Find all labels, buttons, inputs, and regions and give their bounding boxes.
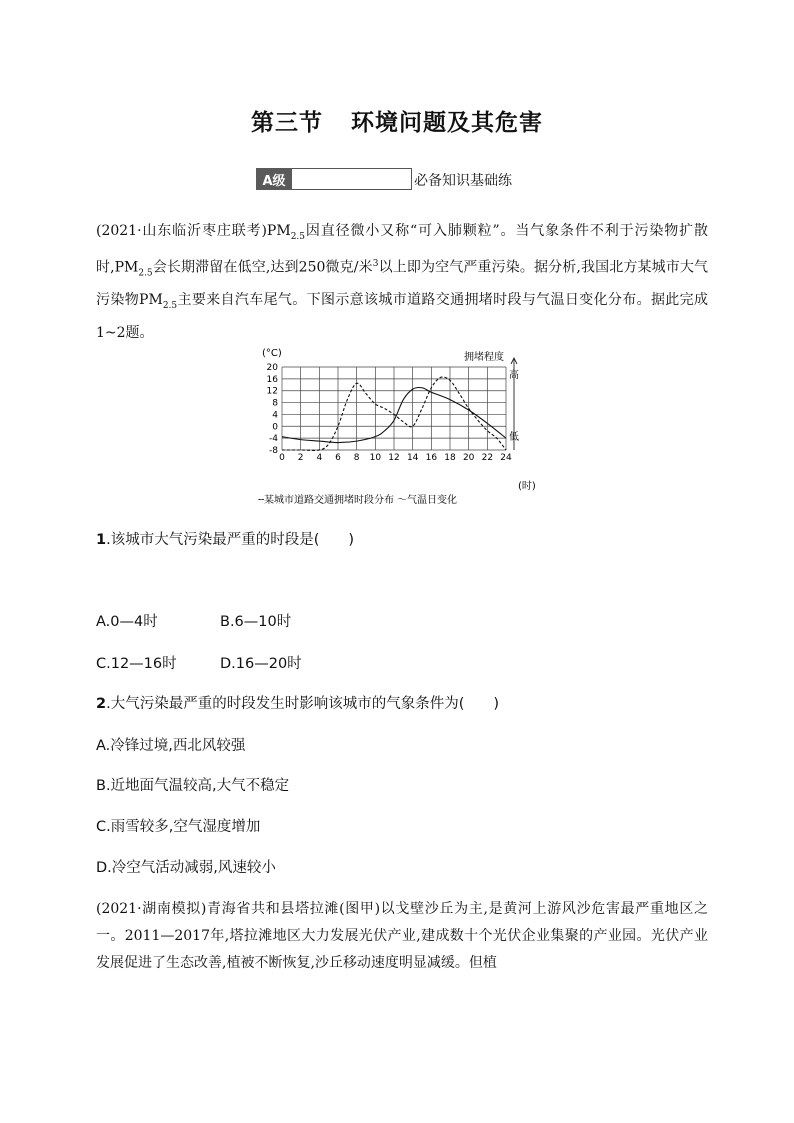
y2-low-label: 低 bbox=[509, 432, 519, 443]
y-tick-label: -8 bbox=[269, 446, 278, 456]
level-tag: A级 bbox=[256, 168, 292, 190]
question-1: 1.该城市大气污染最严重的时段是( ) bbox=[96, 532, 355, 548]
y-tick-label: 8 bbox=[272, 398, 278, 409]
x-axis-label: (时) bbox=[518, 481, 536, 492]
y2-high-label: 高 bbox=[509, 370, 519, 381]
question-2: 2.大气污染最严重的时段发生时影响该城市的气象条件为( ) bbox=[96, 696, 500, 712]
level-header bbox=[256, 166, 512, 190]
y-tick-label: 12 bbox=[266, 386, 278, 397]
x-tick-label: 0 bbox=[279, 453, 285, 463]
y-tick-label: 20 bbox=[266, 363, 278, 373]
x-tick-label: 12 bbox=[388, 453, 400, 463]
y-tick-label: 4 bbox=[272, 410, 278, 421]
x-tick-label: 24 bbox=[500, 453, 512, 463]
q2-option-c[interactable]: C.雨雪较多,空气湿度增加 bbox=[96, 819, 261, 835]
q2-option-a[interactable]: A.冷锋过境,西北风较强 bbox=[96, 738, 246, 754]
section-number: 第三节 bbox=[251, 110, 323, 136]
intro-paragraph: (2021·山东临沂枣庄联考)$PM_{2.5}$因直径微小又称“可入肺颗粒”。当气象条件不利于污染物扩散时$,PM_{2.5}$会长期滞留在低空,达到250微克/米$^3$以上即为空气严重污染。据分析,我国北方某城市大气污染物$PM_{2.5}$主要来自汽车尾气。下图示意该城市道路交通拥堵时段与气温日变化分布。据此完成1~2题。 bbox=[96, 223, 709, 342]
chart-legend: ╌某城市道路交通拥堵时段分布 ～气温日变化 bbox=[258, 495, 458, 506]
x-tick-label: 22 bbox=[481, 453, 494, 463]
x-tick-label: 18 bbox=[444, 453, 456, 463]
x-tick-label: 16 bbox=[425, 453, 438, 463]
y-tick-label: 0 bbox=[272, 422, 278, 433]
q2-option-b[interactable]: B.近地面气温较高,大气不稳定 bbox=[96, 778, 290, 794]
x-tick-label: 4 bbox=[316, 453, 323, 463]
level-box bbox=[292, 168, 412, 190]
q1-option-b[interactable]: B.6—10时 bbox=[220, 614, 292, 630]
x-tick-label: 6 bbox=[335, 453, 341, 463]
page-title bbox=[0, 104, 794, 137]
level-text: 必备知识基础练 bbox=[414, 173, 512, 189]
section-title: 环境问题及其危害 bbox=[351, 110, 543, 136]
intro-paragraph-2: (2021·湖南模拟)青海省共和县塔拉滩(图甲)以戈壁沙丘为主,是黄河上游风沙危害最严重地区之一。2011—2017年,塔拉滩地区大力发展光伏产业,建成数十个光伏企业集聚的产业园。光伏产业发展促进了生态改善,植被不断恢复,沙丘移动速度明显减缓。但植 bbox=[96, 901, 708, 971]
q1-option-a[interactable]: A.0—4时 bbox=[96, 614, 158, 630]
x-tick-label: 8 bbox=[353, 453, 360, 463]
q2-option-d[interactable]: D.冷空气活动减弱,风速较小 bbox=[96, 860, 276, 876]
y-axis-label: (°C) bbox=[262, 348, 282, 359]
y-tick-label: 16 bbox=[266, 374, 278, 385]
x-tick-label: 10 bbox=[369, 453, 382, 463]
traffic-temperature-chart bbox=[256, 340, 546, 510]
x-tick-label: 2 bbox=[297, 453, 304, 463]
y-tick-label: -4 bbox=[269, 434, 278, 445]
y2-axis-label: 拥堵程度 bbox=[464, 352, 504, 363]
q1-option-d[interactable]: D.16—20时 bbox=[220, 656, 302, 672]
x-tick-label: 20 bbox=[462, 453, 475, 463]
x-tick-label: 14 bbox=[406, 453, 419, 463]
q1-option-c[interactable]: C.12—16时 bbox=[96, 656, 177, 672]
